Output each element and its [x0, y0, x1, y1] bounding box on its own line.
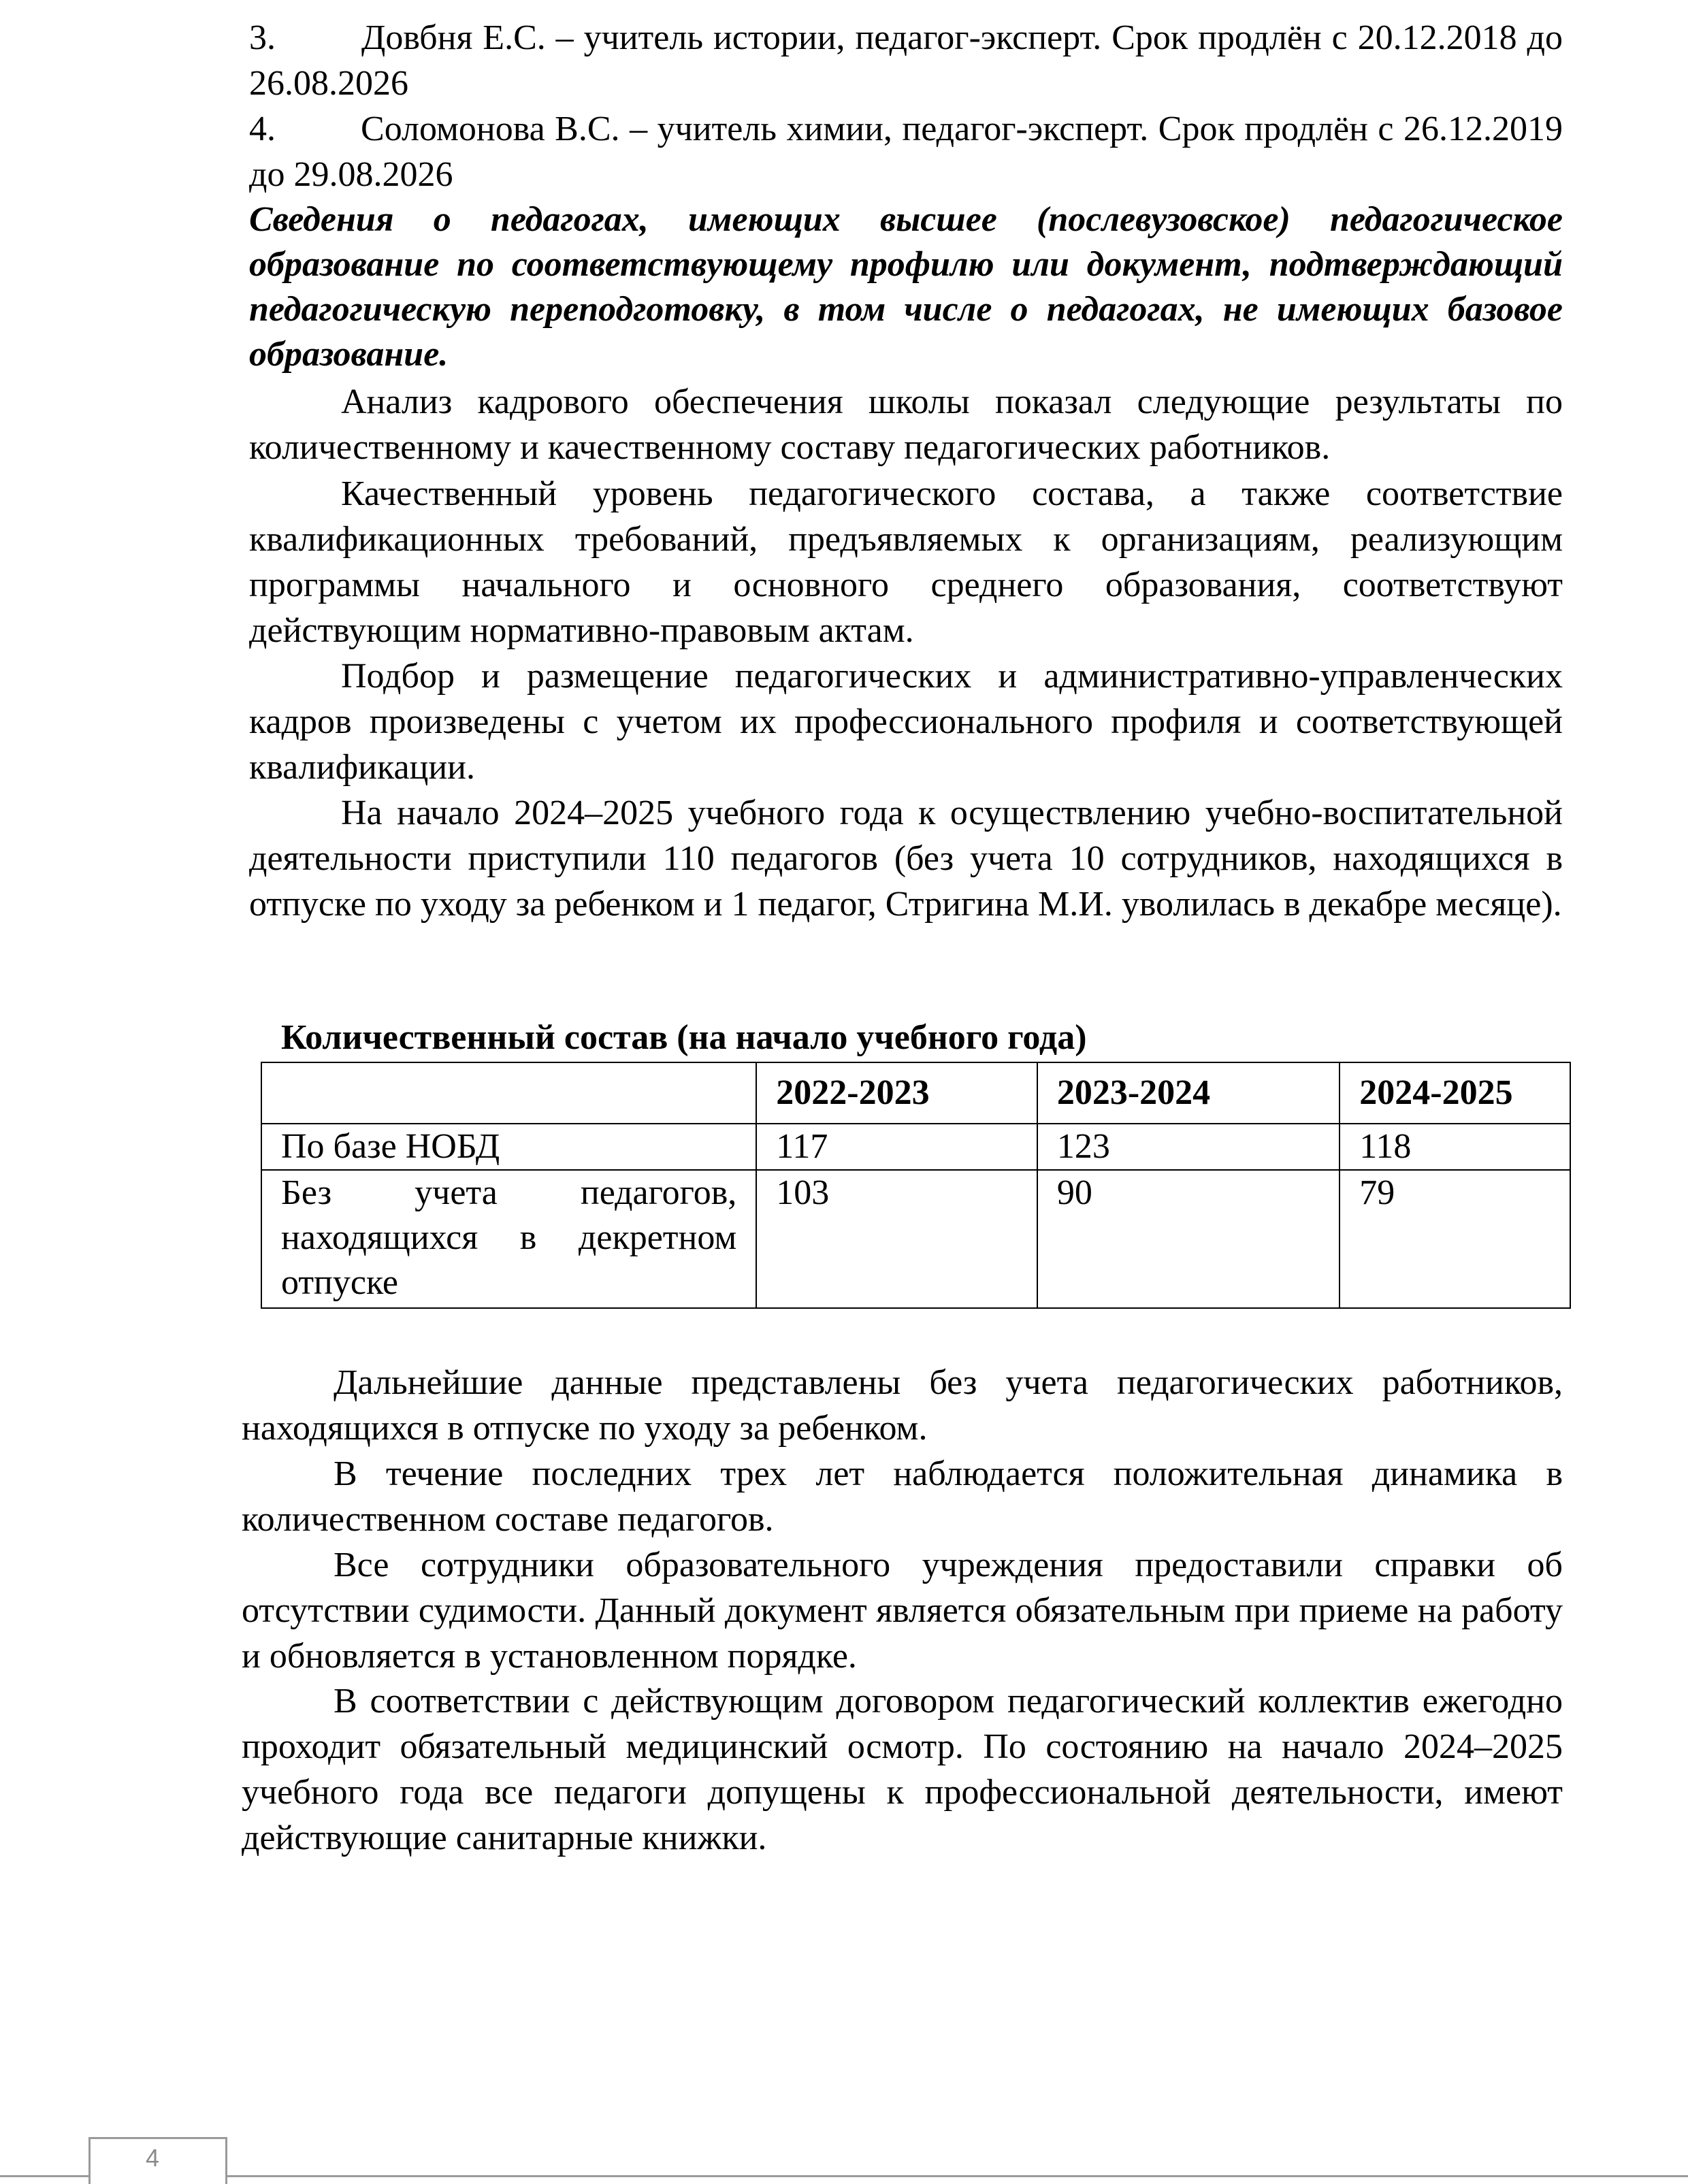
- table-row: [261, 1124, 1570, 1170]
- table-caption: Количественный состав (на начало учебного года): [281, 1018, 1087, 1057]
- list-number: 4.: [249, 110, 276, 148]
- row-label: Без учета педагогов, находящихся в декретном отпуске: [261, 1170, 756, 1308]
- table-row: [261, 1170, 1570, 1308]
- paragraph: Подбор и размещение педагогических и административно-управленческих кадров произведены с учетом их профессионального профиля и соответствующей квалификации.: [249, 657, 1563, 787]
- paragraph: Дальнейшие данные представлены без учета педагогических работников, находящихся в отпуске по уходу за ребенком.: [242, 1363, 1563, 1448]
- staff-count-table: [261, 1062, 1571, 1309]
- table-cell: 117: [756, 1124, 1037, 1170]
- table-header-row: [261, 1062, 1570, 1124]
- list-text: Соломонова В.С. – учитель химии, педагог-эксперт. Срок продлён с 26.12.2019 до 29.08.2026: [249, 110, 1563, 194]
- list-item: [249, 106, 1563, 197]
- table-cell: 118: [1340, 1124, 1570, 1170]
- paragraph: Качественный уровень педагогического состава, а также соответствие квалификационных требований, предъявляемых к организациям, реализующим программы начального и основного среднего образования, соответствуют действующим нормативно-правовым актам.: [249, 474, 1563, 650]
- table-header-cell: 2023-2024: [1037, 1062, 1340, 1124]
- paragraph: Анализ кадрового обеспечения школы показал следующие результаты по количественному и качественному составу педагогических работников.: [249, 382, 1563, 467]
- paragraph: В соответствии с действующим договором педагогический коллектив ежегодно проходит обязательный медицинский осмотр. По состоянию на начало 2024–2025 учебного года все педагоги допущены к профессиональной деятельности, имеют действующие санитарные книжки.: [242, 1682, 1563, 1857]
- table-header-cell: 2024-2025: [1340, 1062, 1570, 1124]
- table-cell: 90: [1037, 1170, 1340, 1308]
- footer-rule: [0, 2175, 1688, 2177]
- list-text: Довбня Е.С. – учитель истории, педагог-эксперт. Срок продлён с 20.12.2018 до 26.08.2026: [249, 18, 1563, 103]
- section-heading: Сведения о педагогах, имеющих высшее (послевузовское) педагогическое образование по соответствующему профилю или документ, подтверждающий педагогическую переподготовку, в том числе о педагогах, не имеющих базовое образование.: [249, 200, 1563, 374]
- row-label: По базе НОБД: [261, 1124, 756, 1170]
- paragraph: На начало 2024–2025 учебного года к осуществлению учебно-воспитательной деятельности приступили 110 педагогов (без учета 10 сотрудников, находящихся в отпуске по уходу за ребенком и 1 педагог, Стригина М.И. уволилась в декабре месяце).: [249, 794, 1563, 924]
- table-cell: 123: [1037, 1124, 1340, 1170]
- table-header-cell: 2022-2023: [756, 1062, 1037, 1124]
- list-number: 3.: [249, 18, 276, 57]
- table-cell: 103: [756, 1170, 1037, 1308]
- table-cell: 79: [1340, 1170, 1570, 1308]
- list-item: [249, 15, 1563, 106]
- table-header-cell: [261, 1062, 756, 1124]
- page-number: 4: [146, 2144, 160, 2172]
- paragraph: В течение последних трех лет наблюдается положительная динамика в количественном составе педагогов.: [242, 1454, 1563, 1539]
- paragraph: Все сотрудники образовательного учреждения предоставили справки об отсутствии судимости. Данный документ является обязательным при приеме на работу и обновляется в установленном порядке.: [242, 1546, 1563, 1676]
